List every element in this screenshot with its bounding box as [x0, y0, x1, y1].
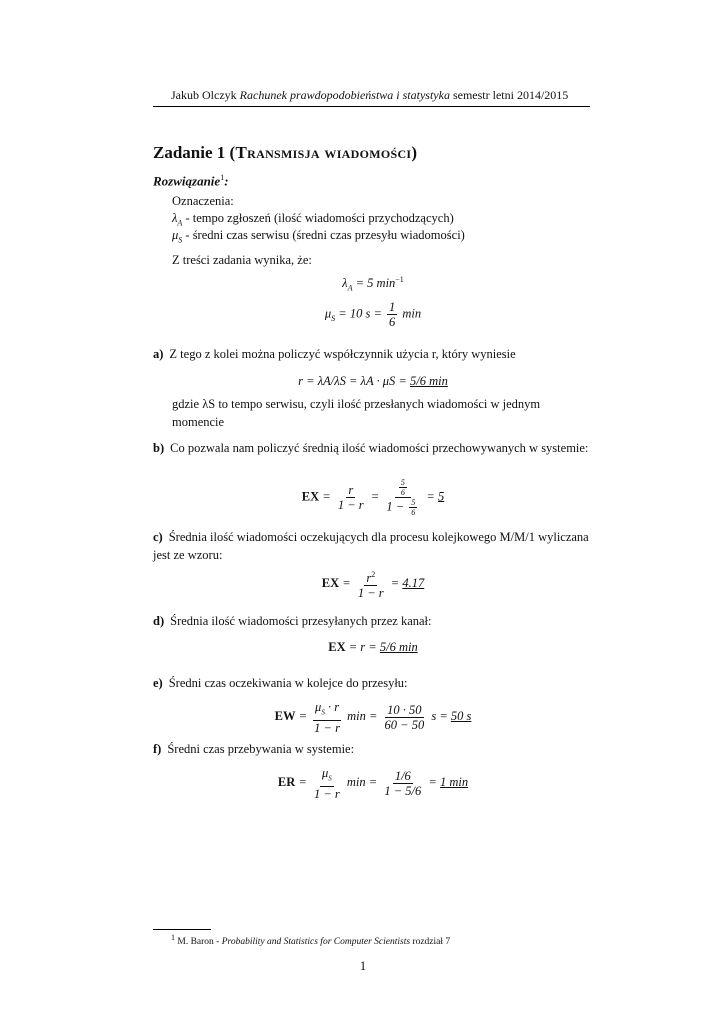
notation-heading: Oznaczenia:: [172, 194, 234, 208]
part-d-formula: EX = r = 5/6 min: [328, 640, 418, 654]
part-e-text: e) Średni czas oczekiwania w kolejce do przesyłu:: [153, 676, 408, 690]
header-rule: [153, 106, 590, 107]
section-title: [153, 143, 417, 163]
part-f-text: f) Średni czas przebywania w systemie:: [153, 742, 355, 756]
part-c-formula: EX = $\frac{r^2}{1 - r}$ = 4.17: [321, 570, 425, 601]
header-course: Rachunek prawdopodobieństwa i statystyka: [239, 88, 450, 102]
part-f-formula: ER = $\frac{\mu_S}{1 - r}$ min = $\frac{1/6}{1 - 5/6}$ = 1 min: [277, 766, 469, 801]
part-d-text: d) Średnia ilość wiadomości przesyłanych przez kanał:: [153, 614, 432, 628]
part-a-note: gdzie λS to tempo serwisu, czyli ilość przesłanych wiadomości w jednym momencie: [172, 397, 541, 429]
header-semester: semestr letni 2014/2015: [452, 88, 569, 102]
notation-lambda: $\lambda_A$ - tempo zgłoszeń (ilość wiadomości przychodzących): [172, 211, 454, 228]
title-prefix: Zadanie 1: [153, 143, 226, 162]
header-author: Jakub Olczyk: [171, 88, 237, 102]
part-b-formula: EX = $\frac{r}{1 - r}$ = $\frac{5}{6}$ 1 − $\frac{5}{6}$ = 5: [301, 478, 445, 517]
given-lambda: $\lambda_A = 5$ $\min^{-1}$: [342, 275, 404, 293]
given-mu: $\mu_S = 10$ s = $\frac{1}{6}$ min: [324, 300, 422, 329]
part-c-text: c) Średnia ilość wiadomości oczekujących dla procesu kolejkowego M/M/1 wyliczana jest ze wzoru:: [153, 530, 589, 562]
part-e-formula: EW = $\frac{\mu_S \cdot r}{1 - r}$ min = $\frac{10 \cdot 50}{60 - 50}$ s = 50 s: [274, 700, 472, 735]
intro-text: Z treści zadania wynika, że:: [172, 253, 312, 267]
part-b-text: b) Co pozwala nam policzyć średnią ilość wiadomości przechowywanych w systemie:: [153, 441, 589, 455]
notation-mu: $\mu_S$ - średni czas serwisu (średni czas przesyłu wiadomości): [172, 228, 465, 245]
title-topic: (Transmisja wiadomości): [229, 143, 418, 162]
solution-label: Rozwiązanie$^1$:: [153, 173, 229, 189]
footnote-rule: [153, 929, 211, 930]
running-header: [171, 88, 591, 103]
part-a-text: a) Z tego z kolei można policzyć współczynnik użycia r, który wyniesie: [153, 347, 516, 361]
part-a-formula: r = λA/λS = λA · μS = 5/6 min: [298, 374, 448, 388]
page-number: 1: [359, 959, 367, 973]
footnote-ref: 1: [220, 173, 225, 182]
footnote: $^1$ M. Baron - Probability and Statistics for Computer Scientists rozdział 7: [171, 933, 451, 948]
